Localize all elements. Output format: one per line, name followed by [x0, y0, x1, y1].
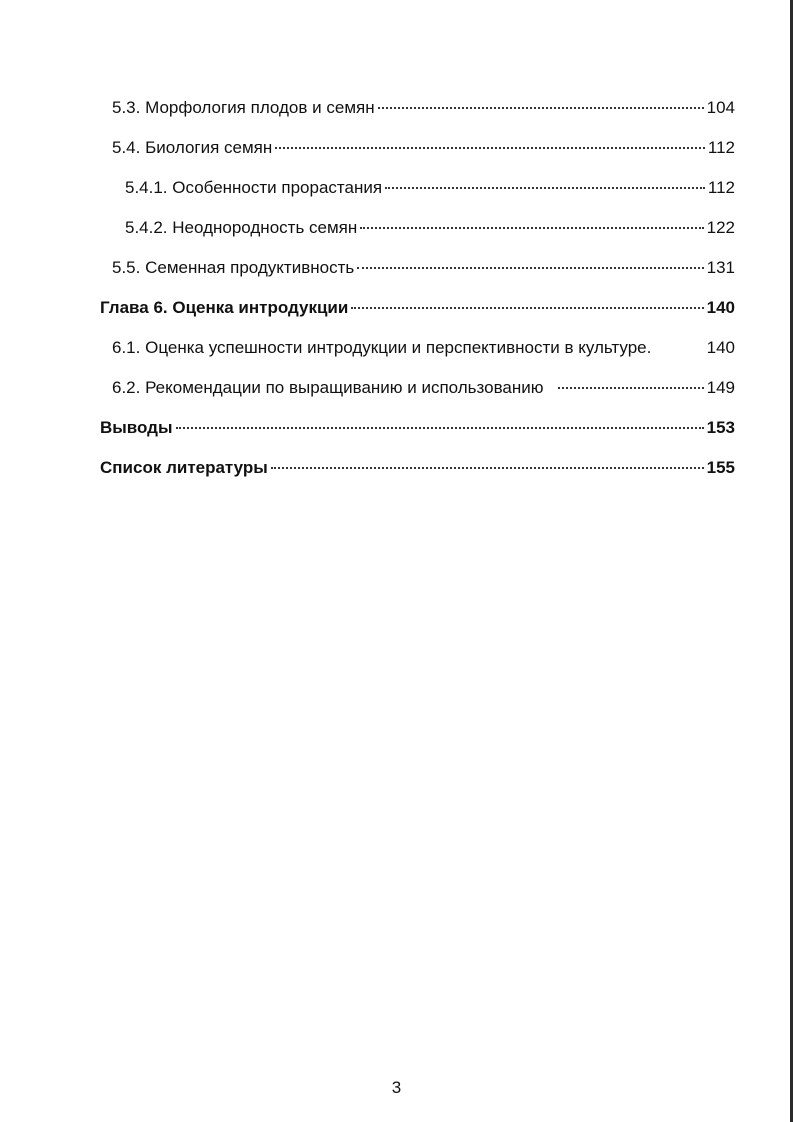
toc-entry-number: 6.2.	[112, 378, 141, 397]
toc-entry-6-2[interactable]	[100, 368, 735, 408]
table-of-contents	[100, 88, 735, 488]
toc-entry-number: 5.5.	[112, 258, 141, 277]
toc-entry-title: 5.5. Семенная продуктивность	[112, 258, 355, 277]
toc-entry-5-4-2[interactable]	[100, 208, 735, 248]
toc-entry-page: 122	[706, 218, 735, 237]
toc-entry-page: 112	[707, 138, 735, 157]
toc-entry-5-4[interactable]	[100, 128, 735, 168]
toc-entry-number: 5.4.1.	[125, 178, 168, 197]
toc-entry-number: 5.4.	[112, 138, 141, 157]
toc-entry-title: 5.4.1. Особенности прорастания	[125, 178, 383, 197]
toc-entry-page: 140	[706, 338, 735, 357]
toc-entry-title: 6.1. Оценка успешности интродукции и перспективности в культуре.	[112, 338, 652, 357]
page-number: 3	[391, 1078, 402, 1097]
toc-entry-5-4-1[interactable]	[100, 168, 735, 208]
toc-entry-page: 112	[707, 178, 735, 197]
toc-entry-page: 155	[706, 458, 735, 477]
dot-leader	[357, 267, 703, 269]
toc-entry-title: 5.4.2. Неоднородность семян	[125, 218, 358, 237]
toc-entry-6-1[interactable]	[100, 328, 735, 368]
dot-leader	[385, 187, 705, 189]
toc-entry-title: Список литературы	[100, 458, 268, 477]
toc-entry-title: 5.4. Биология семян	[112, 138, 273, 157]
toc-entry-number: 5.4.2.	[125, 218, 168, 237]
toc-entry-title: Глава 6. Оценка интродукции	[100, 298, 349, 317]
toc-entry-page: 131	[706, 258, 735, 277]
toc-entry-page: 104	[706, 98, 735, 117]
toc-entry-conclusions[interactable]	[100, 408, 735, 448]
toc-entry-number: 5.3.	[112, 98, 141, 117]
toc-entry-references[interactable]	[100, 448, 735, 488]
toc-entry-title: Выводы	[100, 418, 173, 437]
dot-leader	[176, 427, 704, 429]
toc-entry-page: 149	[706, 378, 735, 397]
toc-entry-number: 6.1.	[112, 338, 141, 357]
toc-entry-5-3[interactable]	[100, 88, 735, 128]
toc-entry-page: 140	[706, 298, 735, 317]
dot-leader	[360, 227, 703, 229]
toc-entry-page: 153	[706, 418, 735, 437]
toc-entry-5-5[interactable]	[100, 248, 735, 288]
toc-entry-title: 6.2. Рекомендации по выращиванию и использованию	[112, 378, 544, 397]
dot-leader	[378, 107, 704, 109]
toc-entry-title: 5.3. Морфология плодов и семян	[112, 98, 375, 117]
dot-leader	[558, 387, 704, 389]
dot-leader	[271, 467, 704, 469]
toc-entry-chapter-6[interactable]	[100, 288, 735, 328]
dot-leader	[275, 147, 705, 149]
dot-leader	[351, 307, 703, 309]
